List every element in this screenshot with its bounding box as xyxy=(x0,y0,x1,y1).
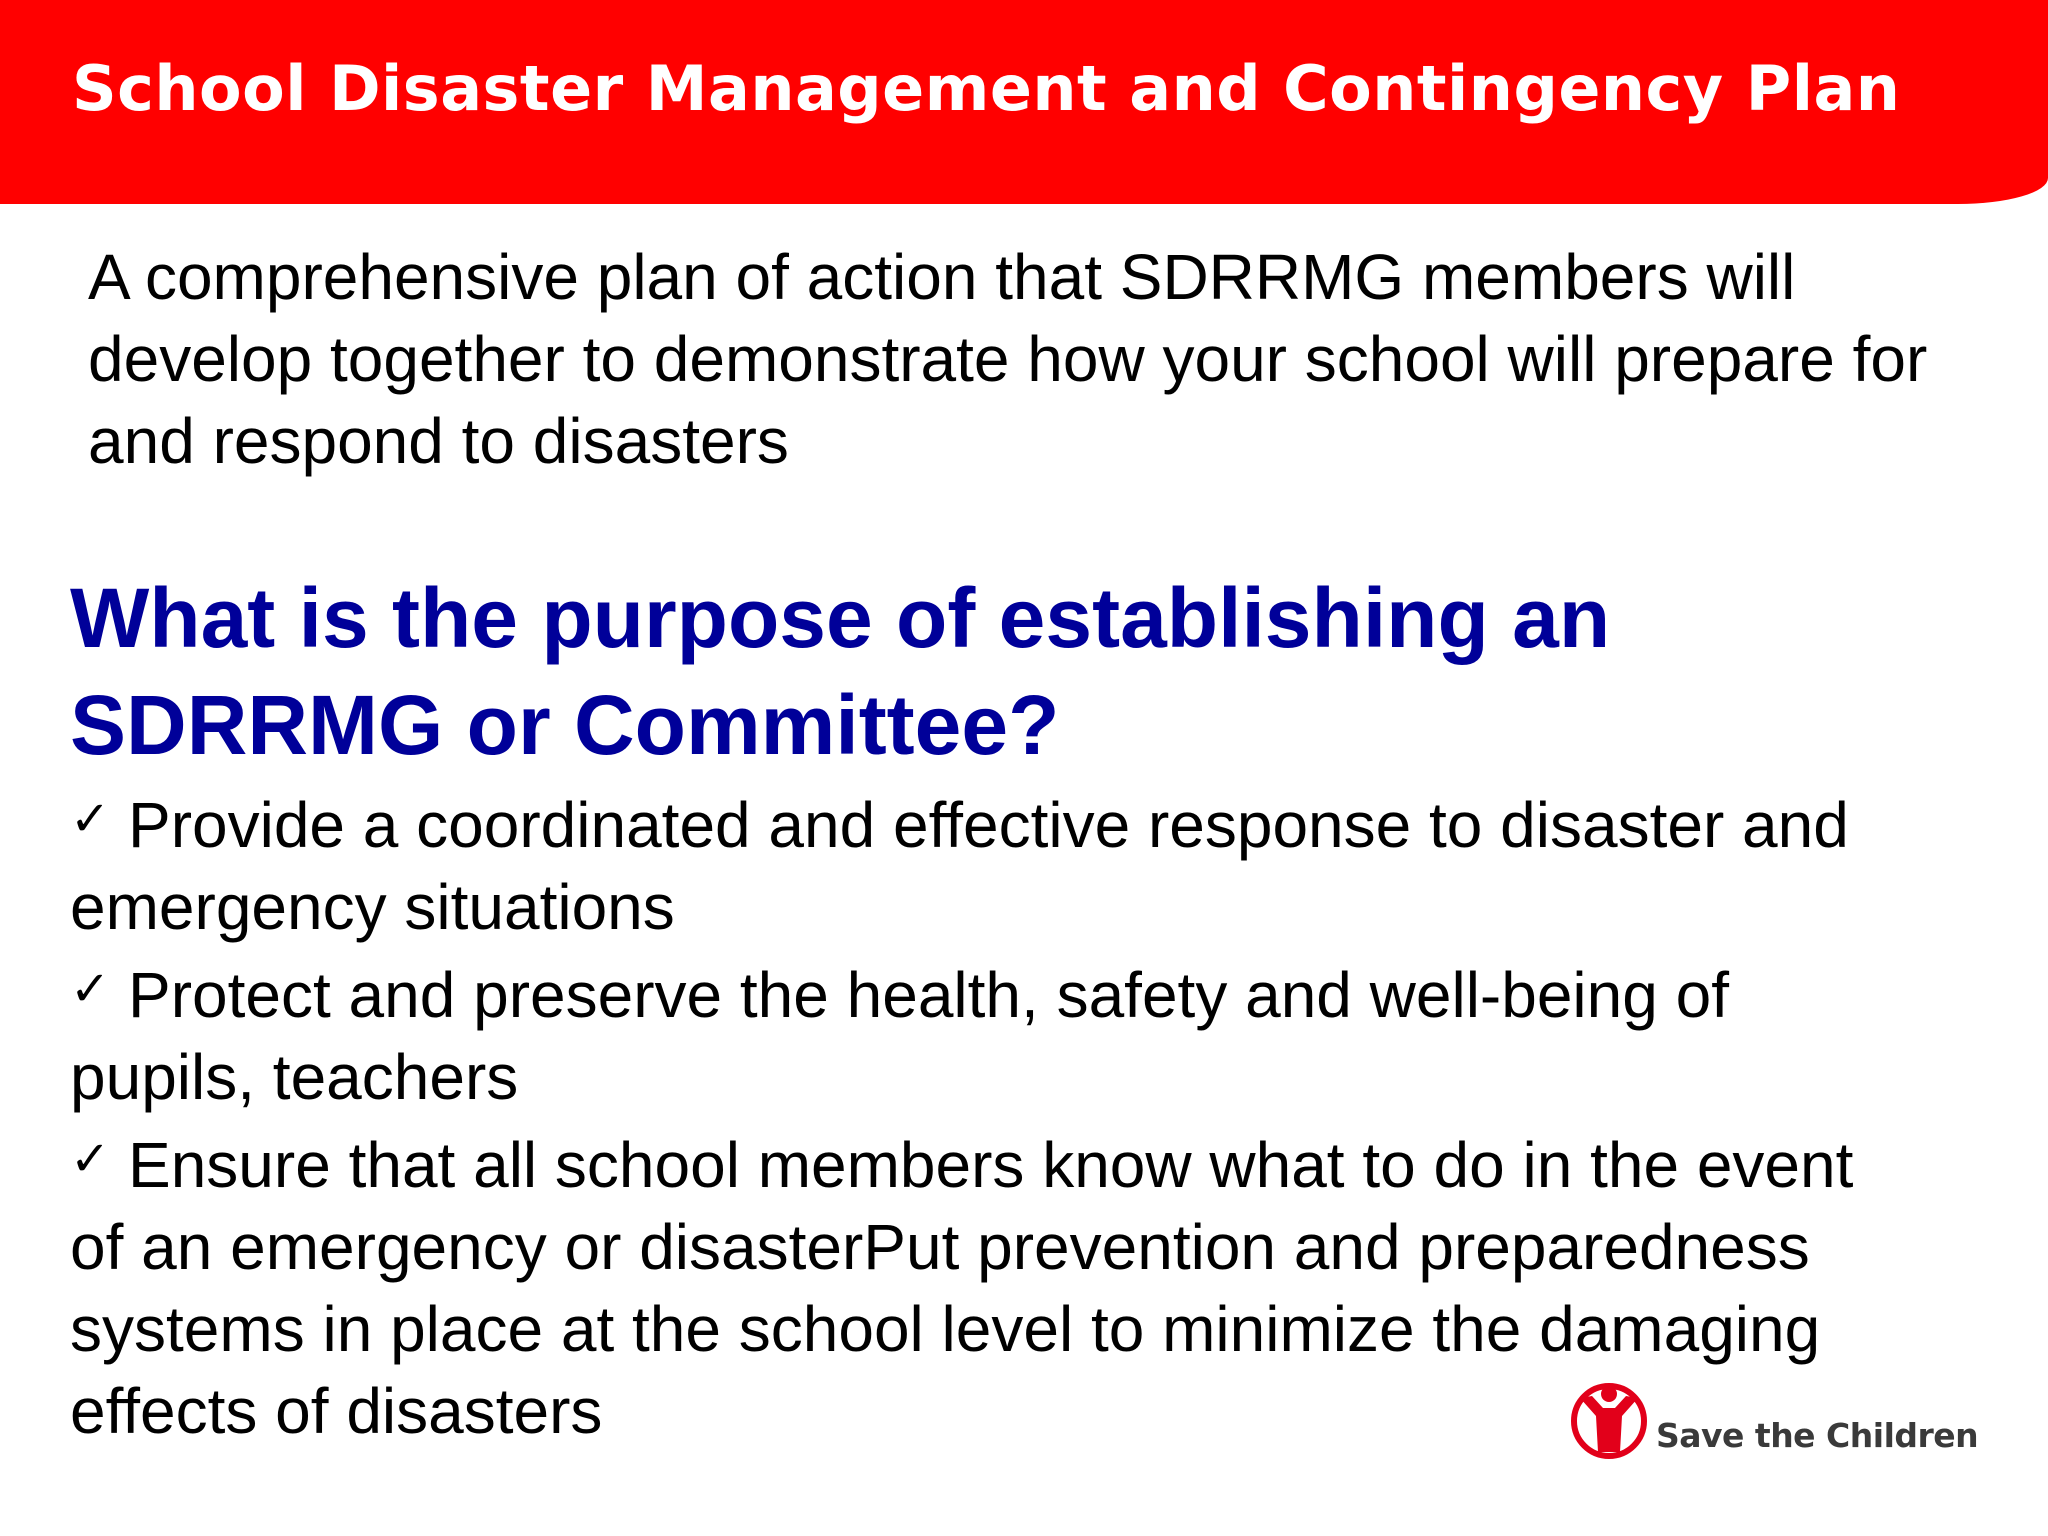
checkmark-icon: ✓ xyxy=(70,791,111,847)
checkmark-icon: ✓ xyxy=(70,961,111,1017)
purpose-list-item xyxy=(70,948,1890,1118)
purpose-list xyxy=(70,778,1890,1452)
checkmark-icon: ✓ xyxy=(70,1131,111,1187)
header-bar xyxy=(0,0,2048,204)
purpose-heading-line-2: SDRRMG or Committee? xyxy=(70,678,1060,772)
purpose-item-text: Ensure that all school members know what to do in the event of an emergency or disasterPut prevention and preparedness systems in place at the school level to minimize the damaging effects of disasters xyxy=(70,1129,1854,1447)
child-emblem-icon xyxy=(1570,1380,1648,1462)
save-the-children-logo xyxy=(1570,1380,1979,1462)
purpose-item-text: Protect and preserve the health, safety and well-being of pupils, teachers xyxy=(70,959,1729,1113)
slide-title: School Disaster Management and Contingency Plan xyxy=(72,52,1901,125)
logo-wordmark: Save the Children xyxy=(1656,1416,1979,1455)
purpose-heading-line-1: What is the purpose of establishing an xyxy=(70,571,1611,665)
purpose-heading xyxy=(70,565,1970,779)
purpose-item-text: Provide a coordinated and effective response to disaster and emergency situations xyxy=(70,789,1849,943)
purpose-list-item xyxy=(70,778,1890,948)
intro-paragraph: A comprehensive plan of action that SDRRMG members will develop together to demonstrate how your school will prepare for and respond to disasters xyxy=(88,241,1928,477)
